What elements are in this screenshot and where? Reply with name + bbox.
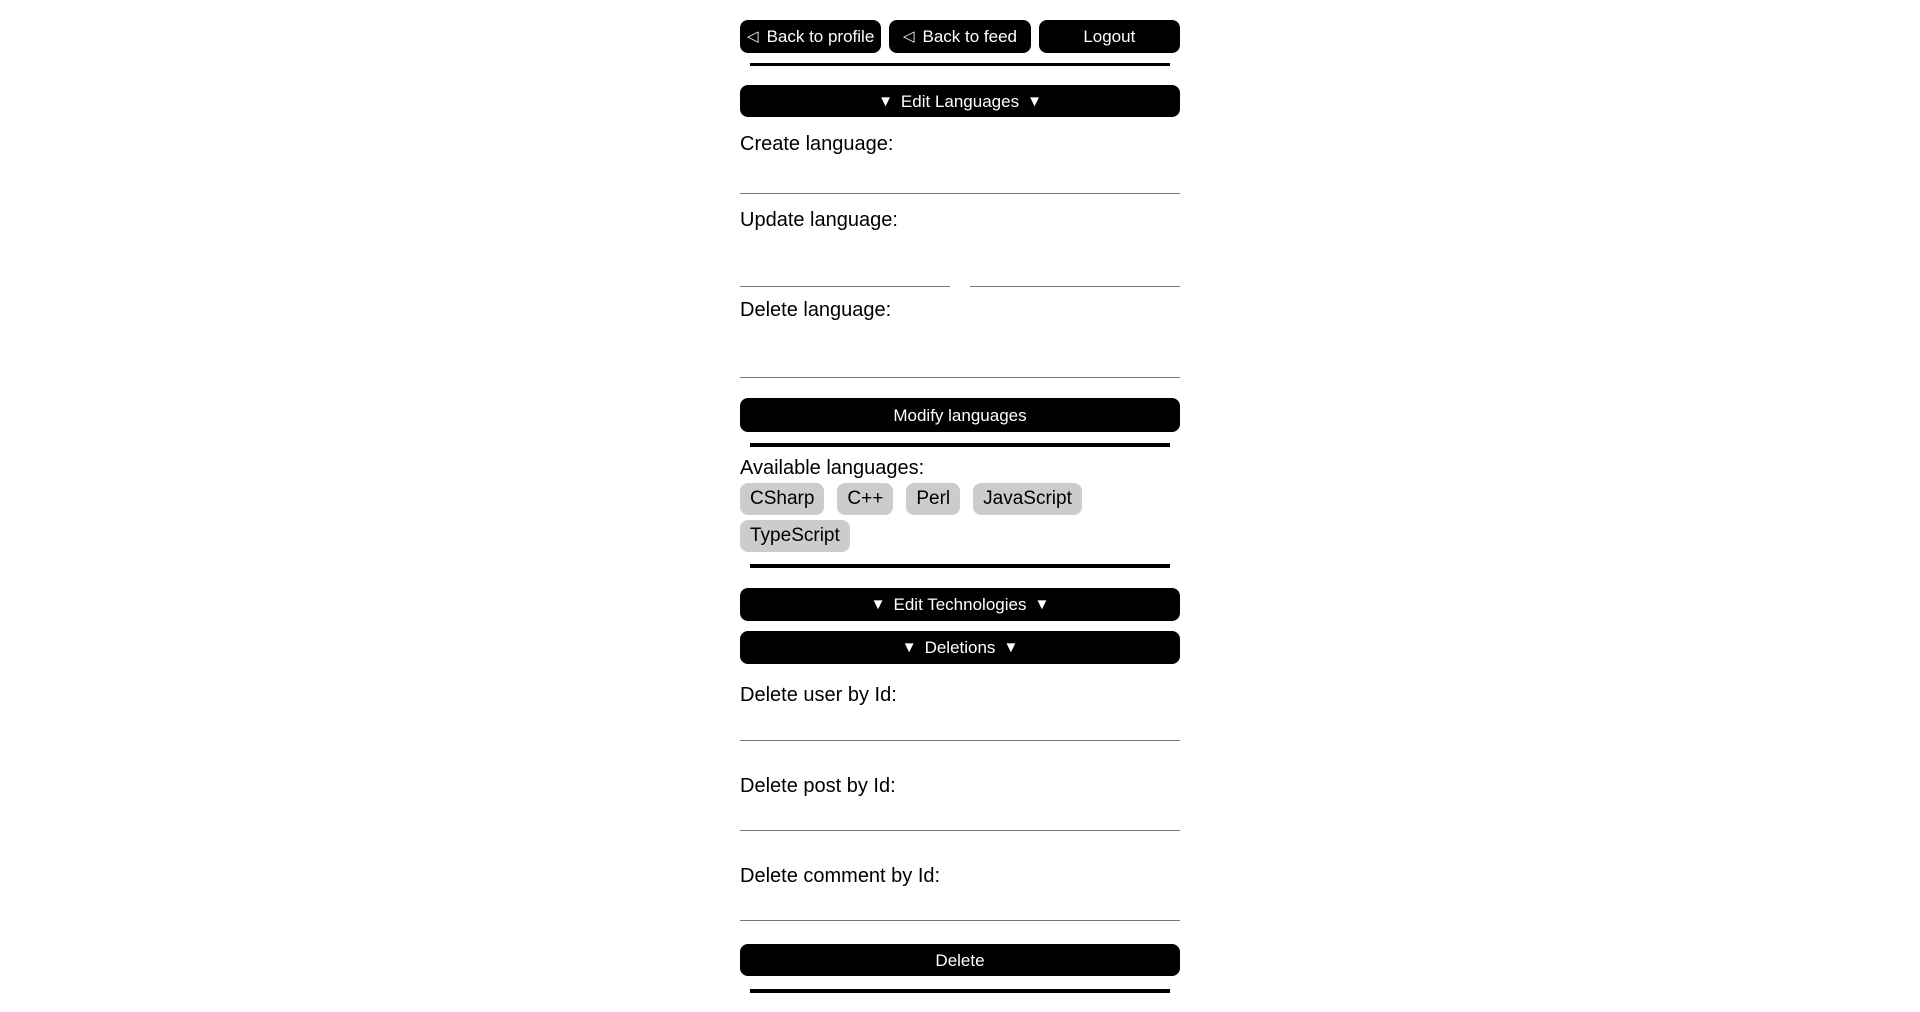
delete-language-input[interactable] bbox=[740, 340, 1180, 378]
delete-comment-label: Delete comment by Id: bbox=[740, 865, 941, 887]
delete-post-input[interactable] bbox=[740, 798, 1180, 831]
delete-language-label: Delete language: bbox=[740, 299, 892, 321]
deletions-toggle-label: Deletions bbox=[924, 638, 996, 657]
language-tag: Perl bbox=[906, 483, 960, 515]
edit-technologies-toggle-label: Edit Technologies bbox=[893, 595, 1027, 614]
logout-button[interactable] bbox=[1039, 20, 1180, 53]
delete-button[interactable] bbox=[740, 944, 1180, 976]
delete-button-label: Delete bbox=[935, 950, 985, 970]
back-to-feed-button[interactable] bbox=[889, 20, 1030, 53]
delete-user-input[interactable] bbox=[740, 707, 1180, 741]
separator bbox=[750, 989, 1170, 993]
language-tag: CSharp bbox=[740, 483, 824, 515]
edit-languages-toggle[interactable] bbox=[740, 85, 1180, 117]
language-tag: JavaScript bbox=[973, 483, 1082, 515]
separator bbox=[750, 443, 1170, 447]
delete-comment-input[interactable] bbox=[740, 888, 1180, 921]
back-arrow-icon: ◁ bbox=[902, 28, 915, 45]
separator bbox=[750, 63, 1170, 66]
language-tag: C++ bbox=[837, 483, 893, 515]
update-language-inputs-row bbox=[740, 249, 1180, 287]
triangle-down-icon: ▼ bbox=[878, 92, 893, 110]
back-to-profile-label: Back to profile bbox=[766, 27, 875, 46]
deletions-toggle[interactable] bbox=[740, 631, 1180, 664]
separator bbox=[750, 564, 1170, 568]
modify-languages-label: Modify languages bbox=[893, 405, 1027, 425]
delete-post-label: Delete post by Id: bbox=[740, 775, 896, 797]
available-languages-list bbox=[740, 483, 1180, 552]
triangle-down-icon: ▼ bbox=[901, 639, 917, 656]
edit-languages-toggle-label: Edit Languages bbox=[900, 91, 1020, 111]
admin-panel bbox=[740, 0, 1180, 993]
triangle-down-icon: ▼ bbox=[1034, 596, 1050, 613]
back-arrow-icon: ◁ bbox=[747, 28, 759, 45]
create-language-label: Create language: bbox=[740, 133, 894, 155]
triangle-down-icon: ▼ bbox=[870, 596, 886, 613]
top-nav-row bbox=[740, 20, 1180, 53]
language-tag: TypeScript bbox=[740, 520, 850, 552]
update-language-name-input[interactable] bbox=[740, 249, 950, 287]
edit-technologies-toggle[interactable] bbox=[740, 588, 1180, 621]
available-languages-label: Available languages: bbox=[740, 457, 925, 479]
delete-user-label: Delete user by Id: bbox=[740, 684, 897, 706]
update-language-label: Update language: bbox=[740, 209, 898, 231]
triangle-down-icon: ▼ bbox=[1003, 639, 1019, 656]
logout-label: Logout bbox=[1083, 27, 1136, 46]
back-to-feed-label: Back to feed bbox=[922, 27, 1018, 46]
triangle-down-icon: ▼ bbox=[1027, 92, 1042, 110]
create-language-input[interactable] bbox=[740, 156, 1180, 194]
modify-languages-button[interactable] bbox=[740, 398, 1180, 432]
back-to-profile-button[interactable] bbox=[740, 20, 881, 53]
update-language-new-name-input[interactable] bbox=[970, 249, 1180, 287]
